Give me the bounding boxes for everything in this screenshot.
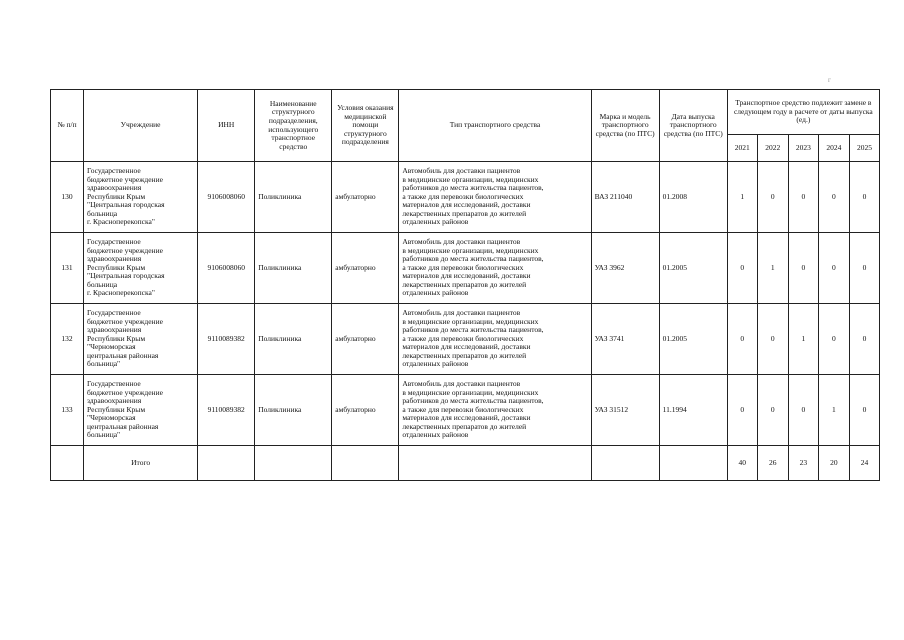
cell-brand: УАЗ 31512 bbox=[591, 375, 659, 446]
table-header-row bbox=[51, 90, 880, 135]
header-num: № п/п bbox=[51, 90, 84, 162]
cell-2023: 1 bbox=[788, 304, 818, 375]
cell-num: 131 bbox=[51, 233, 84, 304]
cell-inn: 9110089382 bbox=[198, 375, 255, 446]
total-2023: 23 bbox=[788, 446, 818, 481]
header-vehicle-type: Тип транспортного средства bbox=[399, 90, 591, 162]
cell-conditions: амбулаторно bbox=[332, 375, 399, 446]
cell-conditions: амбулаторно bbox=[332, 304, 399, 375]
header-brand: Марка и модель транспортного средства (по ПТС) bbox=[591, 90, 659, 162]
cell-issue-date: 11.1994 bbox=[659, 375, 727, 446]
cell-empty bbox=[255, 446, 332, 481]
cell-2024: 0 bbox=[818, 233, 849, 304]
cell-brand: УАЗ 3741 bbox=[591, 304, 659, 375]
cell-2024: 0 bbox=[818, 304, 849, 375]
header-replacement-group: Транспортное средство подлежит замене в следующем году в расчете от даты выпуска (ед.) bbox=[727, 90, 879, 135]
header-year-2022: 2022 bbox=[757, 135, 788, 162]
cell-2021: 0 bbox=[727, 375, 757, 446]
cell-vehicle-type: Автомобиль для доставки пациентов в медицинские организации, медицинских работников до места жительства пациентов, а также для перевозки биологических материалов для исследований, доставки лекарственных препаратов до жителей отдаленных районов bbox=[399, 162, 591, 233]
cell-issue-date: 01.2005 bbox=[659, 233, 727, 304]
cell-vehicle-type: Автомобиль для доставки пациентов в медицинские организации, медицинских работников до места жительства пациентов, а также для перевозки биологических материалов для исследований, доставки лекарственных препаратов до жителей отдаленных районов bbox=[399, 375, 591, 446]
total-2025: 24 bbox=[849, 446, 879, 481]
header-year-2025: 2025 bbox=[849, 135, 879, 162]
cell-institution: Государственное бюджетное учреждение здравоохранения Республики Крым "Черноморская центральная районная больница" bbox=[84, 304, 198, 375]
total-label: Итого bbox=[84, 446, 198, 481]
cell-2022: 0 bbox=[757, 304, 788, 375]
cell-institution: Государственное бюджетное учреждение здравоохранения Республики Крым "Черноморская центральная районная больница" bbox=[84, 375, 198, 446]
vehicle-replacement-table bbox=[50, 89, 880, 481]
cell-institution: Государственное бюджетное учреждение здравоохранения Республики Крым "Центральная городская больница г. Красноперекопска" bbox=[84, 233, 198, 304]
cell-conditions: амбулаторно bbox=[332, 233, 399, 304]
cell-empty bbox=[659, 446, 727, 481]
cell-conditions: амбулаторно bbox=[332, 162, 399, 233]
total-2022: 26 bbox=[757, 446, 788, 481]
cell-2025: 0 bbox=[849, 162, 879, 233]
header-division: Наименование структурного подразделения, использующего транспортное средство bbox=[255, 90, 332, 162]
header-year-2024: 2024 bbox=[818, 135, 849, 162]
total-row bbox=[51, 446, 880, 481]
header-year-2023: 2023 bbox=[788, 135, 818, 162]
table-row bbox=[51, 162, 880, 233]
header-inn: ИНН bbox=[198, 90, 255, 162]
cell-empty bbox=[51, 446, 84, 481]
cell-vehicle-type: Автомобиль для доставки пациентов в медицинские организации, медицинских работников до места жительства пациентов, а также для перевозки биологических материалов для исследований, доставки лекарственных препаратов до жителей отдаленных районов bbox=[399, 304, 591, 375]
cell-empty bbox=[198, 446, 255, 481]
total-2024: 20 bbox=[818, 446, 849, 481]
cell-empty bbox=[399, 446, 591, 481]
header-issue-date: Дата выпуска транспортного средства (по ПТС) bbox=[659, 90, 727, 162]
header-conditions: Условия оказания медицинской помощи структурного подразделения bbox=[332, 90, 399, 162]
table-row bbox=[51, 375, 880, 446]
cell-2023: 0 bbox=[788, 233, 818, 304]
cell-2025: 0 bbox=[849, 304, 879, 375]
cell-inn: 9106008060 bbox=[198, 162, 255, 233]
cell-2022: 0 bbox=[757, 162, 788, 233]
cell-brand: УАЗ 3962 bbox=[591, 233, 659, 304]
cell-2024: 1 bbox=[818, 375, 849, 446]
cell-2023: 0 bbox=[788, 375, 818, 446]
cell-empty bbox=[332, 446, 399, 481]
cell-2022: 0 bbox=[757, 375, 788, 446]
cell-2022: 1 bbox=[757, 233, 788, 304]
table-row bbox=[51, 233, 880, 304]
header-institution: Учреждение bbox=[84, 90, 198, 162]
cell-2021: 0 bbox=[727, 233, 757, 304]
cell-num: 132 bbox=[51, 304, 84, 375]
cell-num: 133 bbox=[51, 375, 84, 446]
cell-issue-date: 01.2005 bbox=[659, 304, 727, 375]
cell-num: 130 bbox=[51, 162, 84, 233]
cell-2021: 1 bbox=[727, 162, 757, 233]
total-2021: 40 bbox=[727, 446, 757, 481]
cell-brand: ВАЗ 211040 bbox=[591, 162, 659, 233]
cell-issue-date: 01.2008 bbox=[659, 162, 727, 233]
cell-vehicle-type: Автомобиль для доставки пациентов в медицинские организации, медицинских работников до места жительства пациентов, а также для перевозки биологических материалов для исследований, доставки лекарственных препаратов до жителей отдаленных районов bbox=[399, 233, 591, 304]
cell-division: Поликлиника bbox=[255, 162, 332, 233]
page-mark: г bbox=[828, 76, 831, 84]
cell-division: Поликлиника bbox=[255, 233, 332, 304]
cell-2023: 0 bbox=[788, 162, 818, 233]
cell-division: Поликлиника bbox=[255, 304, 332, 375]
cell-2025: 0 bbox=[849, 233, 879, 304]
header-year-2021: 2021 bbox=[727, 135, 757, 162]
cell-2021: 0 bbox=[727, 304, 757, 375]
cell-institution: Государственное бюджетное учреждение здравоохранения Республики Крым "Центральная городская больница г. Красноперекопска" bbox=[84, 162, 198, 233]
cell-inn: 9110089382 bbox=[198, 304, 255, 375]
table-row bbox=[51, 304, 880, 375]
cell-2025: 0 bbox=[849, 375, 879, 446]
cell-2024: 0 bbox=[818, 162, 849, 233]
cell-inn: 9106008060 bbox=[198, 233, 255, 304]
cell-division: Поликлиника bbox=[255, 375, 332, 446]
cell-empty bbox=[591, 446, 659, 481]
